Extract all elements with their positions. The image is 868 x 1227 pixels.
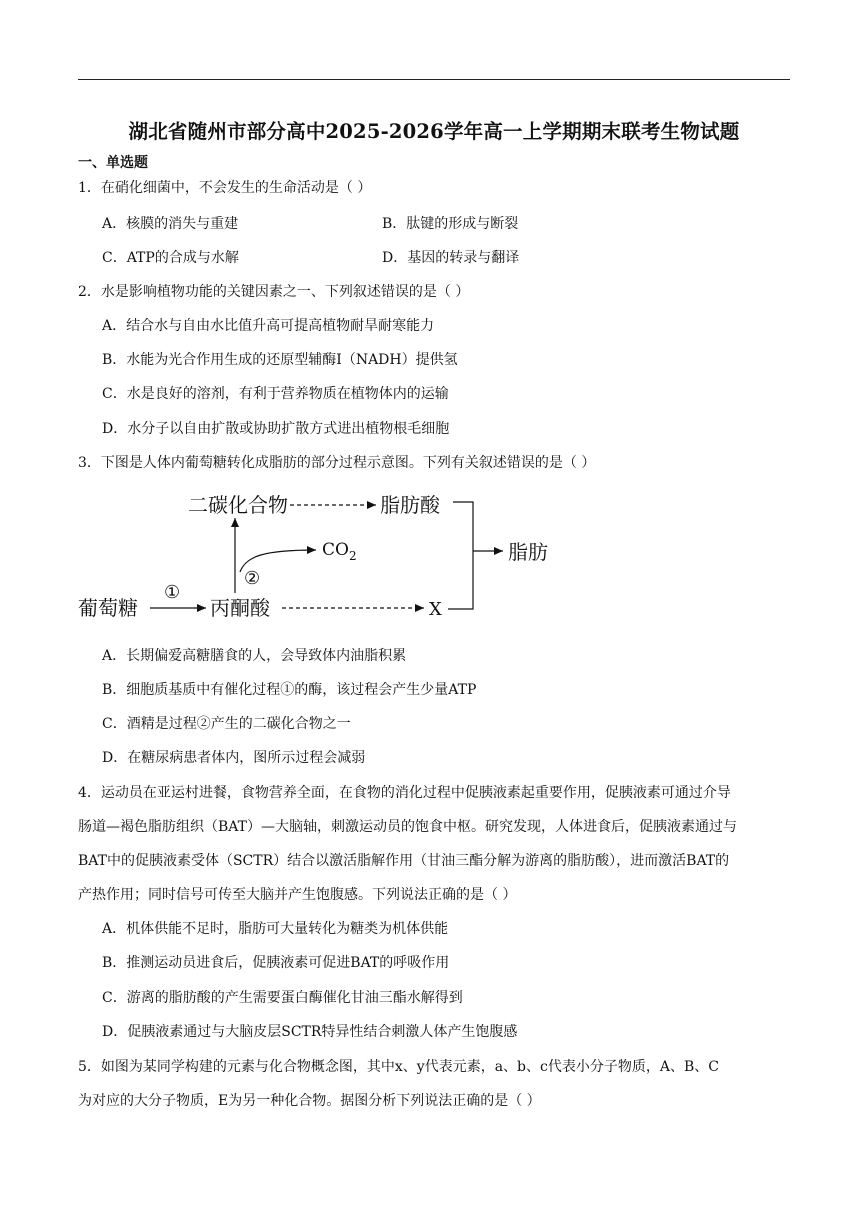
question-3-option-d: D．在糖尿病患者体内，图所示过程会减弱 xyxy=(102,750,366,766)
question-3-stem: 3．下图是人体内葡萄糖转化成脂肪的部分过程示意图。下列有关叙述错误的是（ ） xyxy=(78,455,596,471)
question-4-option-d: D．促胰液素通过与大脑皮层SCTR特异性结合刺激人体产生饱腹感 xyxy=(102,1024,518,1040)
question-3-option-a: A．长期偏爱高糖膳食的人，会导致体内油脂积累 xyxy=(102,648,407,664)
question-5-stem-line-2: 为对应的大分子物质，E为另一种化合物。据图分析下列说法正确的是（ ） xyxy=(78,1093,541,1109)
question-1-stem: 1．在硝化细菌中，不会发生的生命活动是（ ） xyxy=(78,180,372,196)
header-rule xyxy=(78,79,790,80)
label-x: X xyxy=(429,599,442,620)
question-4-stem-line-1: 4．运动员在亚运村进餐，食物营养全面，在食物的消化过程中促胰液素起重要作用，促胰液素可通过介导 xyxy=(78,785,731,801)
question-2-option-c: C．水是良好的溶剂，有利于营养物质在植物体内的运输 xyxy=(102,386,449,402)
question-4-stem-line-2: 肠道—褐色脂肪组织（BAT）—大脑轴，刺激运动员的饱食中枢。研究发现，人体进食后，促胰液素通过与 xyxy=(78,819,737,835)
label-glucose: 葡萄糖 xyxy=(78,596,138,620)
label-fat: 脂肪 xyxy=(508,540,548,564)
page-title: 湖北省随州市部分高中2025-2026学年高一上学期期末联考生物试题 xyxy=(128,120,740,143)
glucose-to-fat-diagram xyxy=(78,484,558,629)
question-1-option-d: D．基因的转录与翻译 xyxy=(382,250,520,266)
label-step-1: ① xyxy=(164,582,181,603)
question-4-stem-line-3: BAT中的促胰液素受体（SCTR）结合以激活脂解作用（甘油三酯分解为游离的脂肪酸），进而激活BAT的 xyxy=(78,853,730,869)
question-3-option-b: B．细胞质基质中有催化过程①的酶，该过程会产生少量ATP xyxy=(102,682,477,698)
question-2-stem: 2．水是影响植物功能的关键因素之一、下列叙述错误的是（ ） xyxy=(78,284,470,300)
question-4-option-c: C．游离的脂肪酸的产生需要蛋白酶催化甘油三酯水解得到 xyxy=(102,990,463,1006)
question-4-stem-line-4: 产热作用；同时信号可传至大脑并产生饱腹感。下列说法正确的是（ ） xyxy=(78,887,517,903)
label-fatty-acid: 脂肪酸 xyxy=(380,493,440,517)
question-3-option-c: C．酒精是过程②产生的二碳化合物之一 xyxy=(102,716,351,732)
label-two-carbon: 二碳化合物 xyxy=(188,493,288,517)
section-heading: 一、单选题 xyxy=(78,155,148,171)
question-4-option-b: B．推测运动员进食后，促胰液素可促进BAT的呼吸作用 xyxy=(102,955,450,971)
bracket-to-fat xyxy=(448,502,473,609)
question-1-option-b: B．肽键的形成与断裂 xyxy=(382,216,519,232)
question-1-option-a: A．核膜的消失与重建 xyxy=(102,216,239,232)
question-2-option-a: A．结合水与自由水比值升高可提高植物耐旱耐寒能力 xyxy=(102,318,435,334)
question-2-option-b: B．水能为光合作用生成的还原型辅酶Ⅰ（NADH）提供氢 xyxy=(102,352,458,368)
label-pyruvate: 丙酮酸 xyxy=(210,596,270,620)
label-co2: $CO_2$ xyxy=(322,540,357,563)
question-5-stem-line-1: 5．如图为某同学构建的元素与化合物概念图，其中x、y代表元素，a、b、c代表小分子物质，A、B、C xyxy=(78,1059,719,1075)
question-2-option-d: D．水分子以自由扩散或协助扩散方式进出植物根毛细胞 xyxy=(102,421,450,437)
question-4-option-a: A．机体供能不足时，脂肪可大量转化为糖类为机体供能 xyxy=(102,921,449,937)
question-1-option-c: C．ATP的合成与水解 xyxy=(102,250,239,266)
label-step-2: ② xyxy=(244,568,261,589)
